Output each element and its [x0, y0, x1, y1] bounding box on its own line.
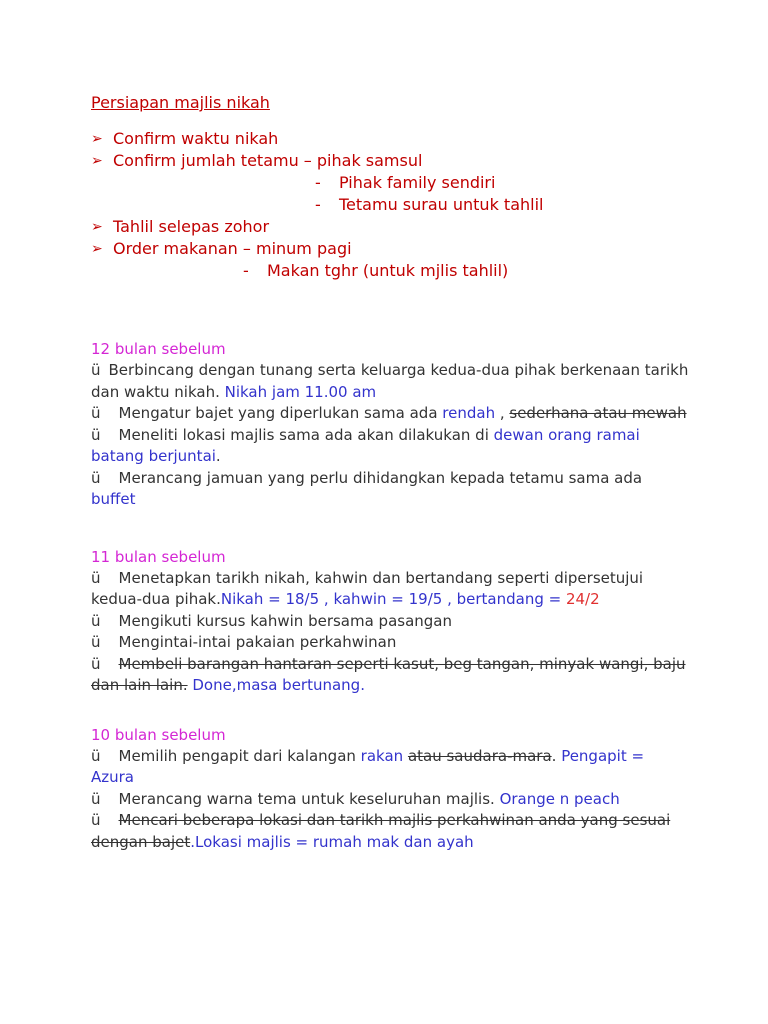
- document-heading: Persiapan majlis nikah: [91, 93, 270, 112]
- checklist-item: [91, 403, 691, 425]
- checklist-item: [91, 746, 691, 789]
- preparation-list: [91, 128, 691, 282]
- item-text: Merancang warna tema untuk keseluruhan majlis.: [118, 789, 500, 808]
- checklist-item: [91, 425, 691, 468]
- section-12-bulan: [91, 339, 691, 511]
- item-note: Nikah = 18/5 , kahwin = 19/5 , bertandang =: [220, 590, 566, 608]
- item-text: Mengikuti kursus kahwin bersama pasangan: [118, 611, 453, 630]
- struck-text: sederhana atau mewah: [509, 404, 687, 422]
- item-text: Mengintai-intai pakaian perkahwinan: [118, 633, 397, 651]
- checklist-item: [91, 568, 691, 611]
- item-text: .: [551, 746, 562, 765]
- document-body: [91, 92, 691, 853]
- struck-text: Mencari beberapa lokasi dan tarikh majlis perkahwinan anda yang sesuai dengan bajet: [91, 811, 671, 851]
- arrow-bullet-icon: ➢: [91, 241, 103, 257]
- sub-list-item: [91, 260, 691, 282]
- item-text: Memilih pengapit dari kalangan: [118, 746, 361, 765]
- list-item: [91, 150, 691, 172]
- item-text: Menetapkan tarikh nikah, kahwin dan bertandang seperti dipersetujui kedua-dua pihak.: [91, 568, 644, 608]
- list-item: [91, 238, 691, 260]
- sub-list-item-text: Makan tghr (untuk mjlis tahlil): [267, 261, 509, 280]
- arrow-bullet-icon: ➢: [91, 131, 103, 147]
- section-11-bulan: [91, 547, 691, 697]
- check-bullet-icon: ü: [91, 568, 101, 587]
- item-text: Berbincang dengan tunang serta keluarga kedua-dua pihak berkenaan tarikh dan waktu nikah.: [91, 361, 689, 401]
- item-note-red: 24/2: [565, 590, 600, 608]
- check-bullet-icon: ü: [91, 611, 101, 630]
- check-bullet-icon: ü: [91, 789, 101, 808]
- checklist-item: [91, 611, 691, 633]
- checklist-item: [91, 810, 691, 853]
- dash-marker: -: [315, 173, 321, 192]
- checklist-item: [91, 632, 691, 654]
- sub-list-item: [91, 194, 691, 216]
- item-note: buffet: [91, 490, 136, 508]
- item-note: rendah: [442, 404, 496, 422]
- arrow-bullet-icon: ➢: [91, 219, 103, 235]
- dash-marker: -: [243, 261, 249, 280]
- list-item: [91, 128, 691, 150]
- arrow-bullet-icon: ➢: [91, 153, 103, 169]
- item-note: .Lokasi majlis = rumah mak dan ayah: [190, 832, 474, 851]
- check-bullet-icon: ü: [91, 654, 101, 673]
- item-text: Mengatur bajet yang diperlukan sama ada: [118, 404, 443, 422]
- checklist-item: [91, 654, 691, 697]
- check-bullet-icon: ü: [91, 633, 101, 651]
- list-item-text: Confirm waktu nikah: [113, 129, 279, 148]
- sub-list-item: [91, 172, 691, 194]
- checklist-item: [91, 360, 691, 403]
- item-text: Meneliti lokasi majlis sama ada akan dilakukan di: [118, 425, 494, 444]
- struck-text: atau saudara-mara: [407, 746, 552, 765]
- check-bullet-icon: ü: [91, 468, 101, 487]
- item-note: Done,masa bertunang.: [187, 676, 365, 694]
- list-item-text: Tahlil selepas zohor: [113, 217, 270, 236]
- list-item: [91, 216, 691, 238]
- section-title: 10 bulan sebelum: [91, 725, 226, 744]
- item-note: rakan: [360, 746, 404, 765]
- check-bullet-icon: ü: [91, 811, 101, 829]
- item-text: Merancang jamuan yang perlu dihidangkan kepada tetamu sama ada: [118, 468, 643, 487]
- check-bullet-icon: ü: [91, 746, 101, 765]
- item-note: Nikah jam 11.00 am: [224, 382, 377, 401]
- sub-list-item-text: Tetamu surau untuk tahlil: [339, 195, 544, 214]
- check-bullet-icon: ü: [91, 404, 101, 422]
- section-title: 12 bulan sebelum: [91, 340, 226, 358]
- check-bullet-icon: ü: [91, 361, 101, 379]
- section-10-bulan: [91, 725, 691, 854]
- item-note: Orange n peach: [499, 789, 620, 808]
- item-note: Pengapit = Azura: [91, 746, 645, 786]
- check-bullet-icon: ü: [91, 425, 101, 444]
- item-note: dewan orang ramai batang berjuntai: [91, 425, 640, 465]
- item-text: ,: [495, 404, 510, 422]
- sub-list-item-text: Pihak family sendiri: [339, 173, 496, 192]
- dash-marker: -: [315, 195, 321, 214]
- section-title: 11 bulan sebelum: [91, 547, 226, 566]
- list-item-text: Order makanan – minum pagi: [113, 239, 352, 258]
- item-text: .: [215, 447, 221, 465]
- list-item-text: Confirm jumlah tetamu – pihak samsul: [113, 151, 423, 170]
- struck-text: Membeli barangan hantaran seperti kasut, beg tangan, minyak wangi, baju dan lain lain.: [91, 654, 686, 694]
- checklist-item: [91, 468, 691, 511]
- checklist-item: [91, 789, 691, 811]
